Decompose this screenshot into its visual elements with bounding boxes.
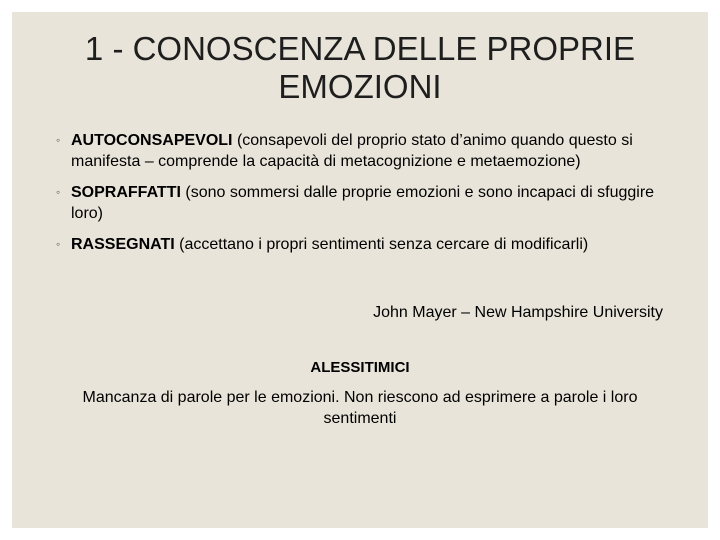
subheading-alessitimici: ALESSITIMICI <box>310 359 410 376</box>
source-attribution: John Mayer – New Hampshire University <box>373 304 663 321</box>
slide-title-line-1: 1 - CONOSCENZA DELLE PROPRIE <box>84 30 636 67</box>
slide-title-line-2: EMOZIONI <box>278 68 442 105</box>
bullet-item-rassegnati <box>56 234 676 255</box>
bullet-text: (consapevoli del proprio stato d’animo quando questo si manifesta – comprende la capacità di metacognizione e metaemozione) <box>71 132 633 170</box>
description-text: Mancanza di parole per le emozioni. Non riescono ad esprimere a parole i loro sentimenti <box>82 389 638 427</box>
bullet-list <box>56 130 676 265</box>
slide <box>12 12 708 528</box>
slide-title <box>32 30 688 106</box>
bullet-term: AUTOCONSAPEVOLI <box>71 132 233 149</box>
bullet-term: SOPRAFFATTI <box>71 184 181 201</box>
bullet-item-sopraffatti <box>56 182 676 224</box>
bullet-text: (sono sommersi dalle proprie emozioni e sono incapaci di sfuggire loro) <box>71 184 655 222</box>
bullet-marker-icon: ◦ <box>56 185 61 199</box>
bullet-term: RASSEGNATI <box>71 236 175 253</box>
bullet-text: (accettano i propri sentimenti senza cercare di modificarli) <box>174 236 589 253</box>
bullet-marker-icon: ◦ <box>56 133 61 147</box>
bullet-item-autoconsapevoli <box>56 130 676 172</box>
bullet-marker-icon: ◦ <box>56 237 61 251</box>
